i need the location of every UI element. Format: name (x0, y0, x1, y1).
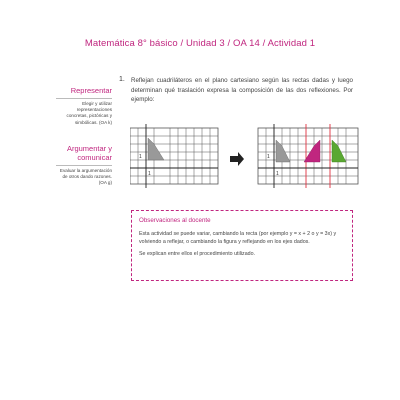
skill-description: Elegir y utilizar representaciones concretas, pictóricas y simbólicas. (OA k) (66, 101, 112, 125)
right-grid (258, 124, 358, 188)
sidebar-skill-argumentar (56, 144, 112, 187)
teacher-notes-title: Observaciones al docente (139, 217, 211, 224)
axis-label-y: 1 (267, 154, 270, 160)
skill-heading: Argumentar y comunicar (66, 144, 112, 162)
divider (56, 98, 112, 99)
divider (56, 165, 112, 166)
transformation-arrow-icon (230, 152, 244, 166)
axis-label-y: 1 (139, 154, 142, 160)
axis-label-x: 1 (276, 171, 279, 177)
skill-heading: Representar (70, 86, 112, 95)
skill-description: Evaluar la argumentación de otros dando razones. (OA g) (59, 168, 112, 186)
axis-label-x: 1 (148, 171, 151, 177)
activity-instructions: Reflejan cuadriláteros en el plano cartesiano según las rectas dadas y luego determinan qué traslación expresa la composición de las dos reflexiones. Por ejemplo: (131, 77, 353, 103)
page-title: Matemática 8° básico / Unidad 3 / OA 14 / Actividad 1 (84, 38, 316, 49)
teacher-notes-body: Esta actividad se puede variar, cambiando la recta (por ejemplo y = x + 2 o y = 3x) y volviendo a reflejar, o cambiando la figura y reflejando en los ejes dados. (139, 231, 337, 245)
left-grid (130, 124, 218, 188)
activity-number: 1. (119, 76, 125, 83)
teacher-notes-body-2: Se explican entre ellos el procedimiento utilizado. (139, 251, 256, 257)
sidebar-skill-representar (56, 86, 112, 126)
reflection-figure (130, 124, 362, 196)
teacher-notes-box (131, 210, 353, 281)
